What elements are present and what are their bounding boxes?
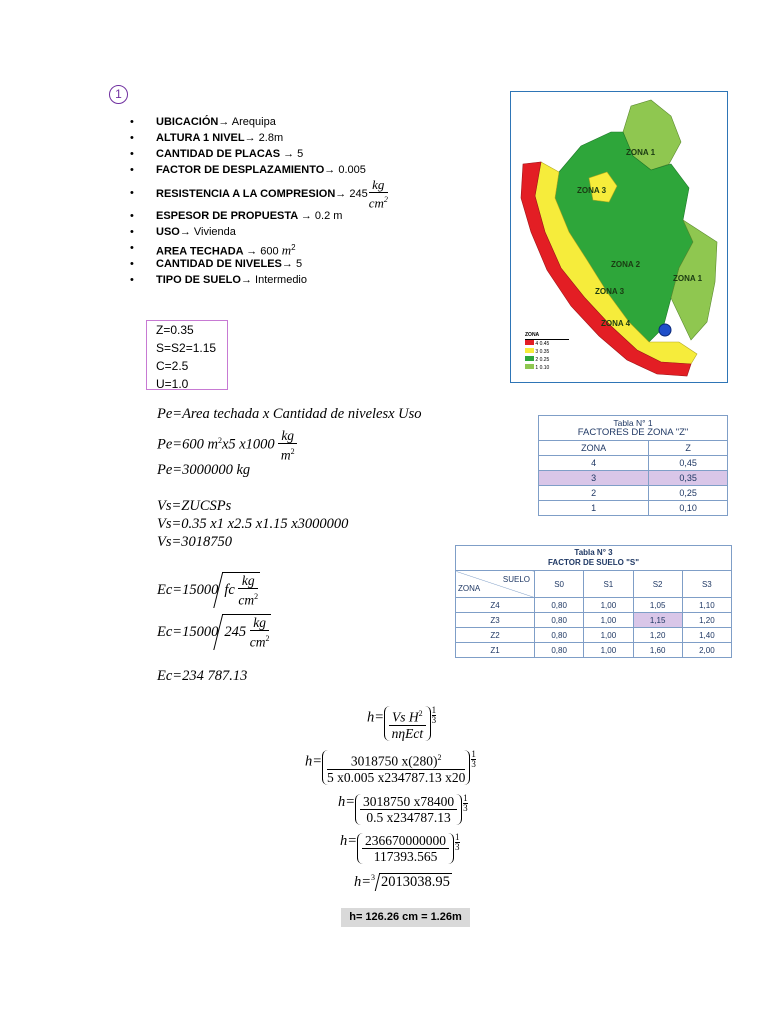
eq-text: Ec=15000 — [157, 623, 219, 640]
spec-value: 5 — [292, 258, 303, 270]
spec-label: RESISTENCIA A LA COMPRESION→ — [156, 188, 347, 201]
table-row — [456, 613, 732, 628]
unit-m: m — [281, 242, 292, 258]
eq-exp: 2 — [217, 435, 222, 445]
table-cell: Z3 — [456, 613, 535, 628]
spec-item — [130, 240, 388, 256]
spec-item — [130, 208, 388, 224]
table-caption-line: Tabla N° 3 — [574, 548, 613, 557]
legend-zone: 4 — [535, 341, 539, 347]
sqrt-symbol — [379, 873, 452, 891]
eq-cube-root-exp — [463, 794, 468, 813]
eq-fraction — [362, 833, 449, 864]
eq-den: 5 x0.005 x234787.13 x20 — [327, 769, 466, 785]
spec-label: ESPESOR DE PROPUESTA → — [156, 210, 312, 222]
unit-exponent: 2 — [291, 243, 296, 252]
eq-den: 0.5 x234787.13 — [366, 810, 451, 825]
table-header: S2 — [633, 571, 682, 598]
eq-fraction — [278, 428, 297, 463]
seismic-parameters-box — [146, 320, 228, 390]
eq-text: Pe=3000000 kg — [157, 462, 251, 478]
table-row — [539, 456, 728, 471]
eq-text: cm — [249, 634, 266, 650]
unit-numerator: kg — [369, 178, 388, 193]
legend-swatch — [525, 356, 534, 361]
legend-row — [525, 364, 569, 372]
eq-vs-1 — [157, 498, 231, 515]
sqrt-symbol — [222, 572, 260, 608]
sqrt-symbol — [222, 614, 271, 650]
eq-exp-den: 3 — [471, 759, 476, 769]
table-caption-line: FACTORES DE ZONA "Z" — [577, 427, 689, 438]
eq-text: Ec=234 787.13 — [157, 668, 248, 684]
spec-label: CANTIDAD DE NIVELES→ — [156, 258, 293, 270]
table-cell: 2,00 — [682, 643, 731, 658]
eq-text: cm — [238, 592, 255, 608]
eq-exp-num: 1 — [431, 705, 437, 715]
table-corner-cell — [456, 571, 535, 598]
eq-exp: 2 — [290, 447, 295, 456]
section-number-marker: 1 — [109, 85, 128, 104]
table-cell: 0,80 — [535, 598, 584, 613]
seismic-zone-map — [510, 91, 728, 383]
eq-h-4 — [340, 833, 460, 864]
eq-ec-3 — [157, 668, 247, 685]
eq-text: h= — [338, 794, 356, 810]
table-caption — [539, 416, 728, 441]
eq-text: 3018750 x(280) — [350, 753, 438, 769]
table-row — [456, 598, 732, 613]
spec-item — [130, 256, 388, 272]
table-cell: 1,20 — [633, 628, 682, 643]
eq-ec-1 — [157, 572, 260, 608]
unit-fraction — [369, 178, 388, 210]
spec-value: 600 — [257, 245, 282, 258]
eq-h-2 — [305, 750, 476, 785]
param-z: Z=0.35 — [156, 323, 194, 337]
legend-zone: 3 — [535, 349, 539, 355]
legend-value: 0.45 — [539, 341, 550, 347]
table-cell: 1,00 — [584, 613, 633, 628]
table-row — [539, 486, 728, 501]
eq-text: Pe=600 — [157, 436, 204, 453]
eq-text: h= — [354, 874, 372, 890]
eq-exp-den: 3 — [431, 715, 437, 725]
eq-vs-3 — [157, 534, 232, 551]
spec-item — [130, 177, 388, 211]
eq-num: kg — [250, 615, 270, 631]
spec-value: 0.005 — [335, 164, 366, 176]
table-cell: 4 — [539, 456, 649, 471]
eq-exp: 2 — [418, 709, 423, 718]
eq-text: 245 — [224, 623, 247, 640]
spec-value: Vivienda — [190, 226, 236, 238]
map-zone-label: ZONA 1 — [673, 274, 703, 283]
legend-value: 0.35 — [539, 349, 550, 355]
eq-paren — [384, 706, 431, 741]
legend-row — [525, 348, 569, 356]
eq-text: x5 x1000 — [221, 436, 275, 453]
eq-exp-num: 1 — [471, 749, 476, 759]
eq-vs-2 — [157, 516, 348, 533]
table-caption-row — [539, 416, 728, 441]
legend-swatch — [525, 364, 534, 369]
eq-pe-1 — [157, 406, 422, 423]
eq-num: 236670000000 — [362, 833, 449, 849]
eq-text: h= — [340, 833, 358, 849]
eq-fraction — [238, 573, 258, 608]
eq-h-5 — [354, 873, 452, 891]
legend-value: 0.10 — [539, 365, 550, 371]
legend-zone: 2 — [535, 357, 539, 363]
legend-zone: 1 — [535, 365, 539, 371]
table-cell: 1 — [539, 501, 649, 516]
map-legend — [525, 332, 569, 372]
legend-value: 0.25 — [539, 357, 550, 363]
eq-h-1 — [367, 706, 436, 741]
table-corner-top: SUELO — [502, 575, 530, 584]
table-header: S1 — [584, 571, 633, 598]
table-row — [456, 628, 732, 643]
table-header: S3 — [682, 571, 731, 598]
eq-exp: 2 — [437, 753, 442, 762]
table-caption — [456, 546, 732, 571]
soil-factor-table — [455, 545, 732, 658]
legend-row — [525, 340, 569, 348]
eq-text: Pe=Area techada x Cantidad de nivelesx Uso — [157, 406, 422, 422]
table-caption-row — [456, 546, 732, 571]
eq-cube-root-exp — [455, 833, 460, 852]
table-cell-highlighted: 1,15 — [633, 613, 682, 628]
eq-cube-root-exp — [432, 706, 437, 725]
eq-text: m — [207, 436, 218, 453]
spec-value: 0.2 m — [311, 210, 343, 222]
eq-exp: 2 — [254, 592, 259, 601]
final-result-highlight: h= 126.26 cm = 1.26m — [341, 908, 470, 927]
table-cell: 1,05 — [633, 598, 682, 613]
eq-text: Vs=0.35 x1 x2.5 x1.15 x3000000 — [157, 516, 349, 532]
spec-item — [130, 272, 388, 288]
table-cell: 3 — [539, 471, 649, 486]
spec-label: FACTOR DE DESPLAZAMIENTO→ — [156, 164, 336, 176]
legend-swatch — [525, 340, 534, 345]
eq-ec-2 — [157, 614, 271, 650]
eq-num: 3018750 x78400 — [360, 794, 457, 810]
param-c: C=2.5 — [156, 359, 189, 373]
eq-num: kg — [238, 573, 258, 589]
spec-label: AREA TECHADA → — [156, 245, 258, 258]
table-cell: 1,10 — [682, 598, 731, 613]
spec-label: UBICACIÓN→ — [156, 116, 230, 128]
eq-root-index: 3 — [371, 873, 376, 883]
eq-pe-3 — [157, 462, 250, 479]
table-cell: 1,60 — [633, 643, 682, 658]
map-zone-label: ZONA 3 — [577, 186, 607, 195]
eq-fraction — [250, 615, 270, 650]
eq-num — [389, 706, 426, 726]
table-cell: 0,25 — [649, 486, 728, 501]
table-cell: 1,00 — [584, 598, 633, 613]
table-caption-line: FACTOR DE SUELO "S" — [547, 558, 639, 567]
table-corner-bottom: ZONA — [458, 584, 481, 593]
table-cell: 0,80 — [535, 643, 584, 658]
spec-value: 2.8m — [255, 132, 284, 144]
table-cell: 1,00 — [584, 628, 633, 643]
spec-label: ALTURA 1 NIVEL→ — [156, 132, 256, 144]
table-cell: 1,00 — [584, 643, 633, 658]
table-cell: 0,80 — [535, 628, 584, 643]
zone-factor-table — [538, 415, 728, 516]
eq-exp-num: 1 — [463, 793, 468, 803]
table-row-highlighted — [539, 471, 728, 486]
table-row — [456, 643, 732, 658]
eq-cube-root-exp — [471, 750, 476, 769]
eq-text: Vs=ZUCSPs — [157, 498, 232, 514]
eq-text: fc — [224, 581, 235, 598]
table-cell: 0,80 — [535, 613, 584, 628]
spec-value: Intermedio — [251, 274, 307, 286]
eq-exp-den: 3 — [463, 803, 468, 813]
spec-value: Arequipa — [229, 116, 276, 128]
map-zone-label: ZONA 3 — [595, 287, 625, 296]
eq-text: h= — [305, 753, 323, 770]
eq-exp-den: 3 — [455, 842, 460, 852]
legend-row — [525, 356, 569, 364]
eq-exp-num: 1 — [455, 832, 460, 842]
spec-item — [130, 146, 388, 162]
eq-den: nηEct — [391, 725, 424, 741]
eq-text: Vs=3018750 — [157, 534, 233, 550]
legend-title: ZONA — [525, 332, 569, 340]
eq-num: kg — [278, 428, 297, 444]
eq-paren — [322, 750, 470, 785]
project-specs-list — [130, 114, 388, 288]
spec-label: CANTIDAD DE PLACAS → — [156, 148, 295, 160]
map-zone-label: ZONA 1 — [626, 148, 656, 157]
table-header: Z — [649, 441, 728, 456]
table-caption-line: Tabla N° 1 — [613, 418, 653, 428]
eq-paren — [355, 794, 462, 825]
spec-item — [130, 114, 388, 130]
table-header-row — [456, 571, 732, 598]
table-cell: Z4 — [456, 598, 535, 613]
table-cell: 1,20 — [682, 613, 731, 628]
spec-label: USO→ — [156, 226, 191, 238]
eq-den — [250, 631, 270, 650]
legend-swatch — [525, 348, 534, 353]
table-cell: 2 — [539, 486, 649, 501]
spec-item — [130, 130, 388, 146]
map-zone-label: ZONA 4 — [601, 319, 631, 328]
spec-label: TIPO DE SUELO→ — [156, 274, 252, 286]
table-header: S0 — [535, 571, 584, 598]
table-row — [539, 501, 728, 516]
table-cell: Z1 — [456, 643, 535, 658]
eq-den — [278, 444, 297, 463]
unit-den-text: cm — [368, 195, 384, 211]
table-cell: 1,40 — [682, 628, 731, 643]
eq-den — [238, 589, 258, 608]
eq-text: 2013038.95 — [381, 874, 450, 890]
spec-value: 5 — [294, 148, 304, 160]
table-cell: 0,45 — [649, 456, 728, 471]
param-u: U=1.0 — [156, 377, 189, 391]
eq-paren — [357, 833, 454, 864]
arequipa-location-marker — [659, 324, 671, 336]
eq-num — [327, 750, 465, 770]
eq-text: Ec=15000 — [157, 581, 219, 598]
eq-h-3 — [338, 794, 468, 825]
table-cell: Z2 — [456, 628, 535, 643]
eq-text: h= — [367, 709, 385, 726]
eq-fraction — [389, 706, 426, 741]
eq-text: m — [280, 447, 291, 463]
table-cell: 0,35 — [649, 471, 728, 486]
table-cell: 0,10 — [649, 501, 728, 516]
eq-pe-2 — [157, 428, 297, 463]
unit-exponent: 2 — [383, 195, 388, 204]
spec-item — [130, 162, 388, 178]
spec-item — [130, 224, 388, 240]
table-header-row — [539, 441, 728, 456]
eq-exp: 2 — [265, 634, 270, 643]
map-zone-label: ZONA 2 — [611, 260, 641, 269]
eq-fraction — [327, 750, 465, 785]
eq-den: 117393.565 — [373, 849, 438, 864]
spec-value: 245 — [346, 188, 368, 201]
param-s: S=S2=1.15 — [156, 341, 217, 355]
eq-fraction — [360, 794, 457, 825]
eq-text: Vs H — [392, 709, 419, 725]
table-header: ZONA — [539, 441, 649, 456]
